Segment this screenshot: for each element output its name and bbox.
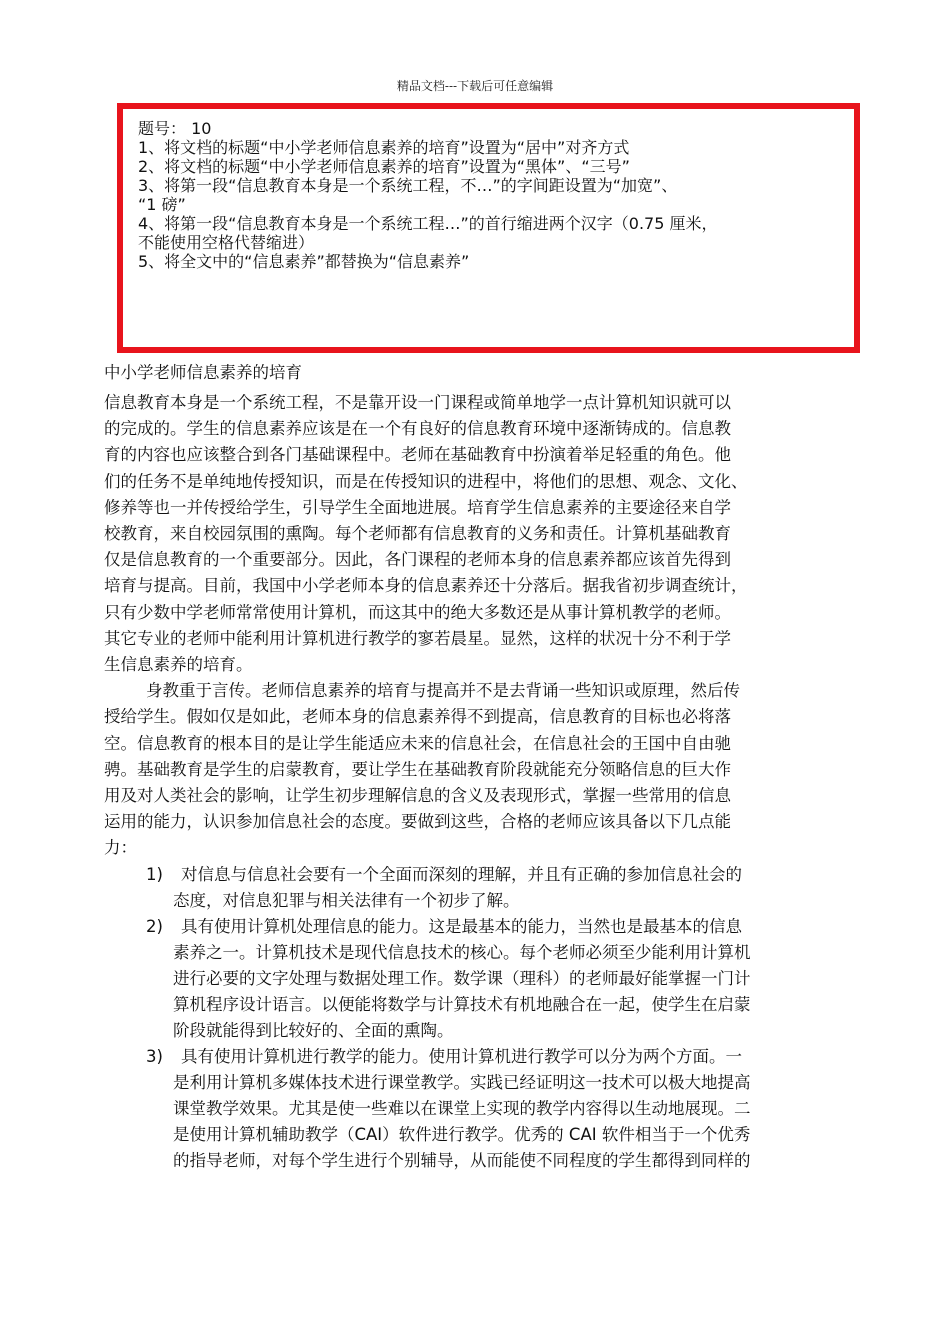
list-item-number: 2) [146, 916, 163, 936]
list-item [104, 862, 854, 914]
page-header: 精品文档---下载后可任意编辑 [396, 79, 554, 93]
paragraph-line: 信息教育本身是一个系统工程，不是靠开设一门课程或简单地学一点计算机知识就可以 [104, 393, 731, 412]
list-item-line: 是利用计算机多媒体技术进行课堂教学。实践已经证明这一技术可以极大地提高 [173, 1072, 751, 1092]
document-title: 中小学老师信息素养的培育 [104, 363, 302, 382]
list-item-line: 素养之一。计算机技术是现代信息技术的核心。每个老师必须至少能利用计算机 [173, 942, 751, 962]
paragraph-line: 其它专业的老师中能利用计算机进行教学的寥若晨星。显然，这样的状况十分不利于学 [104, 628, 731, 648]
task-line: 5、将全文中的“信息素养”都替换为“信息素养” [138, 252, 470, 271]
task-line: 不能使用空格代替缩进） [138, 233, 315, 252]
paragraph-line: 生信息素养的培育。 [104, 655, 253, 675]
task-line: 2、将文档的标题“中小学老师信息素养的培育”设置为“黑体”、“三号” [138, 157, 630, 176]
ability-list [104, 862, 854, 1174]
paragraph-line: 校教育，来自校园氛围的熏陶。每个老师都有信息教育的义务和责任。计算机基础教育 [104, 524, 731, 544]
list-item-number: 1) [146, 864, 163, 884]
paragraph-line: 培育与提高。目前，我国中小学老师本身的信息素养还十分落后。据我省初步调查统计， [104, 576, 748, 596]
list-item [104, 1044, 854, 1174]
paragraph-line: 运用的能力，认识参加信息社会的态度。要做到这些，合格的老师应该具备以下几点能 [104, 812, 731, 832]
paragraph-line: 只有少数中学老师常常使用计算机，而这其中的绝大多数还是从事计算机教学的老师。 [104, 602, 731, 622]
list-item-line: 算机程序设计语言。以便能将数学与计算技术有机地融合在一起，使学生在启蒙 [173, 994, 751, 1014]
paragraph-line: 仅是信息教育的一个重要部分。因此，各门课程的老师本身的信息素养都应该首先得到 [104, 550, 731, 570]
list-item-line: 对信息与信息社会要有一个全面而深刻的理解，并且有正确的参加信息社会的 [181, 864, 742, 884]
paragraph-1 [104, 390, 854, 678]
paragraph-line: 们的任务不是单纯地传授知识，而是在传授知识的进程中，将他们的思想、观念、文化、 [104, 471, 748, 491]
task-line: 3、将第一段“信息教育本身是一个系统工程，不…”的字间距设置为“加宽”、 [138, 176, 678, 195]
paragraph-line: 力： [104, 838, 137, 858]
paragraph-2 [104, 678, 854, 861]
list-item [104, 914, 854, 1044]
list-item-line: 具有使用计算机处理信息的能力。这是最基本的能力，当然也是最基本的信息 [181, 916, 742, 936]
paragraph-line: 育的内容也应该整合到各门基础课程中。老师在基础教育中扮演着举足轻重的角色。他 [104, 445, 731, 465]
list-item-line: 是使用计算机辅助教学（CAI）软件进行教学。优秀的 CAI 软件相当于一个优秀 [173, 1124, 751, 1144]
task-line: 1、将文档的标题“中小学老师信息素养的培育”设置为“居中”对齐方式 [138, 138, 630, 157]
task-line: “1 磅” [138, 195, 186, 214]
paragraph-line: 授给学生。假如仅是如此，老师本身的信息素养得不到提高，信息教育的目标也必将落 [104, 707, 731, 727]
paragraph-line: 修养等也一并传授给学生，引导学生全面地进展。培育学生信息素养的主要途径来自学 [104, 497, 731, 517]
paragraph-line: 的完成的。学生的信息素养应该是在一个有良好的信息教育环境中逐渐铸成的。信息教 [104, 419, 731, 439]
list-item-line: 进行必要的文字处理与数据处理工作。数学课（理科）的老师最好能掌握一门计 [173, 968, 751, 988]
task-line: 4、将第一段“信息教育本身是一个系统工程…”的首行缩进两个汉字（0.75 厘米， [138, 214, 718, 233]
paragraph-line: 骋。基础教育是学生的启蒙教育，要让学生在基础教育阶段就能充分领略信息的巨大作 [104, 759, 731, 779]
task-instructions [123, 109, 854, 271]
task-line: 题号： 10 [138, 119, 212, 138]
list-item-number: 3) [146, 1046, 163, 1066]
list-item-line: 阶段就能得到比较好的、全面的熏陶。 [173, 1020, 454, 1040]
document-body [104, 361, 854, 1174]
paragraph-line: 身教重于言传。老师信息素养的培育与提高并不是去背诵一些知识或原理，然后传 [146, 681, 740, 701]
list-item-line: 的指导老师，对每个学生进行个别辅导，从而能使不同程度的学生都得到同样的 [173, 1150, 751, 1170]
paragraph-line: 空。信息教育的根本目的是让学生能适应未来的信息社会，在信息社会的王国中自由驰 [104, 733, 731, 753]
list-item-line: 态度，对信息犯罪与相关法律有一个初步了解。 [173, 890, 520, 910]
list-item-line: 具有使用计算机进行教学的能力。使用计算机进行教学可以分为两个方面。一 [181, 1046, 742, 1066]
task-instructions-box [117, 103, 860, 353]
list-item-line: 课堂教学效果。尤其是使一些难以在课堂上实现的教学内容得以生动地展现。二 [173, 1098, 751, 1118]
paragraph-line: 用及对人类社会的影响，让学生初步理解信息的含义及表现形式，掌握一些常用的信息 [104, 786, 731, 806]
